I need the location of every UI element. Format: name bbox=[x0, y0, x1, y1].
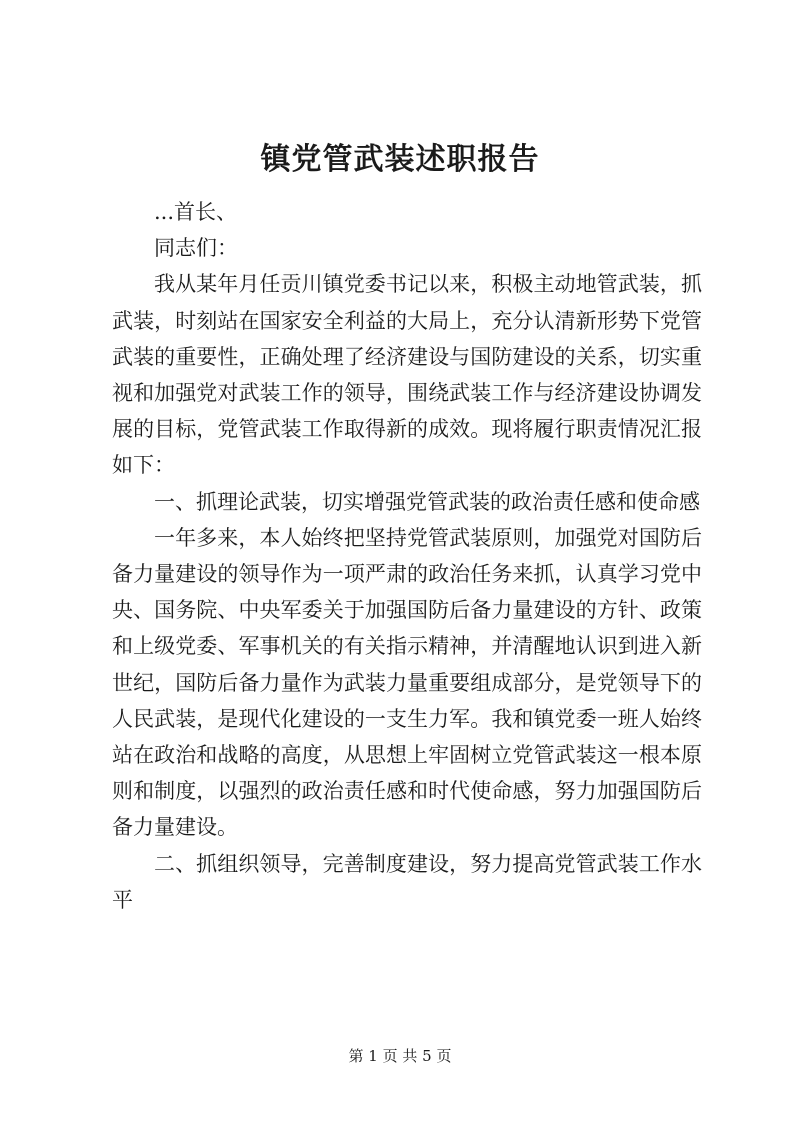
section-heading-2: 二、抓组织领导，完善制度建设，努力提高党管武装工作水平 bbox=[112, 851, 702, 912]
section-1-paragraph: 一年多来，本人始终把坚持党管武装原则，加强党对国防后备力量建设的领导作为一项严肃的政治任务来抓，认真学习党中央、国务院、中央军委关于加强国防后备力量建设的方针、政策和上级党委、军事机关的有关指示精神，并清醒地认识到进入新世纪，国防后备力量作为武装力量重要组成部分，是党领导下的人民武装，是现代化建设的一支生力军。我和镇党委一班人始终站在政治和战略的高度，从思想上牢固树立党管武装这一根本原则和制度，以强烈的政治责任感和时代使命感，努力加强国防后备力量建设。 bbox=[112, 525, 702, 840]
salutation-leaders: ...首长、 bbox=[154, 200, 238, 224]
section-heading-1: 一、抓理论武装，切实增强党管武装的政治责任感和使命感 bbox=[154, 489, 700, 514]
salutation-comrades: 同志们： bbox=[154, 236, 238, 261]
intro-paragraph: 我从某年月任贡川镇党委书记以来，积极主动地管武装，抓武装，时刻站在国家安全利益的大局上，充分认清新形势下党管武装的重要性，正确处理了经济建设与国防建设的关系，切实重视和加强党对武装工作的领导，围绕武装工作与经济建设协调发展的目标，党管武装工作取得新的成效。现将履行职责情况汇报如下： bbox=[112, 272, 702, 478]
page-footer: 第 1 页 共 5 页 bbox=[348, 1047, 452, 1065]
document-title: 镇党管武装述职报告 bbox=[260, 142, 540, 177]
document-body bbox=[112, 194, 702, 918]
